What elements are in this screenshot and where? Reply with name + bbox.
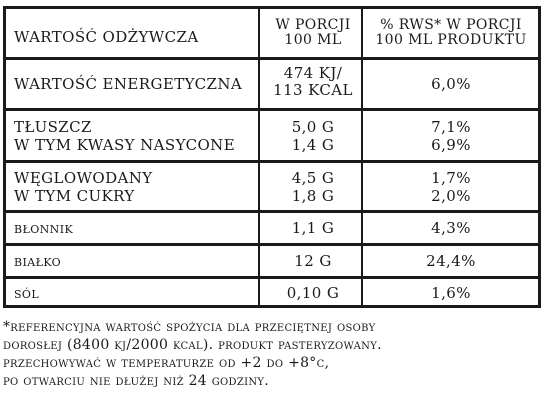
row-value-main: 5,0 G: [291, 118, 335, 136]
table-row: [6, 213, 538, 243]
row-label-main: TŁUSZCZ: [14, 118, 92, 136]
row-rws-sub: 2,0%: [431, 187, 471, 205]
row-value: 0,10 G: [286, 284, 340, 302]
row-value: [264, 169, 362, 205]
row-value: [264, 65, 362, 99]
row-rws-sub: 6,9%: [431, 136, 471, 154]
row-label: białko: [14, 252, 62, 270]
header-rws-line1: % RWS* W PORCJI: [380, 17, 522, 33]
row-rws: [366, 169, 536, 205]
header-per-portion-line1: W PORCJI: [275, 17, 351, 33]
header-per-portion: [264, 18, 362, 48]
energy-kj: 474 KJ/: [283, 64, 343, 82]
row-label-main: WĘGLOWODANY: [14, 169, 153, 187]
header-nutrient: WARTOŚĆ ODŻYWCZA: [14, 28, 199, 46]
row-value-main: 4,5 G: [291, 169, 335, 187]
row-value-sub: 1,4 G: [291, 136, 335, 154]
row-rws: 1,6%: [431, 284, 471, 302]
energy-kcal: 113 KCAL: [273, 81, 353, 99]
header-rws: [366, 18, 536, 48]
row-value-sub: 1,8 G: [291, 187, 335, 205]
row-label: sól: [14, 284, 40, 302]
footnote-line-2: dorosłej (8400 kj/2000 kcal). produkt pasteryzowany.: [3, 337, 382, 353]
table-row: [6, 163, 538, 210]
footnote-line-1: *referencyjna wartość spożycia dla przeciętnej osoby: [3, 319, 376, 335]
table-row: [6, 279, 538, 305]
row-rws-main: 1,7%: [431, 169, 471, 187]
table-header: [6, 9, 538, 57]
row-rws-main: 7,1%: [431, 118, 471, 136]
footnote-line-3: przechowywać w temperaturze od +2 do +8°c,: [3, 355, 330, 371]
row-rws: 6,0%: [431, 75, 471, 93]
row-label: [14, 118, 259, 154]
row-value: 1,1 G: [291, 219, 335, 237]
row-rws: [366, 118, 536, 154]
table-row: [6, 111, 538, 160]
row-value: 12 G: [294, 252, 332, 270]
row-label-sub: W TYM CUKRY: [14, 187, 135, 205]
nutrition-table: [3, 6, 541, 308]
row-rws: 24,4%: [426, 252, 476, 270]
header-per-portion-line2: 100 ML: [284, 32, 342, 48]
footnote: [3, 318, 548, 390]
row-label: błonnik: [14, 219, 74, 237]
row-label-sub: W TYM KWASY NASYCONE: [14, 136, 236, 154]
row-rws: 4,3%: [431, 219, 471, 237]
footnote-line-4: po otwarciu nie dłużej niż 24 godziny.: [3, 373, 270, 389]
table-row: [6, 60, 538, 108]
table-row: [6, 246, 538, 276]
header-rws-line2: 100 ML PRODUKTU: [375, 32, 527, 48]
row-value: [264, 118, 362, 154]
row-label: [14, 169, 259, 205]
row-label: WARTOŚĆ ENERGETYCZNA: [14, 75, 243, 93]
